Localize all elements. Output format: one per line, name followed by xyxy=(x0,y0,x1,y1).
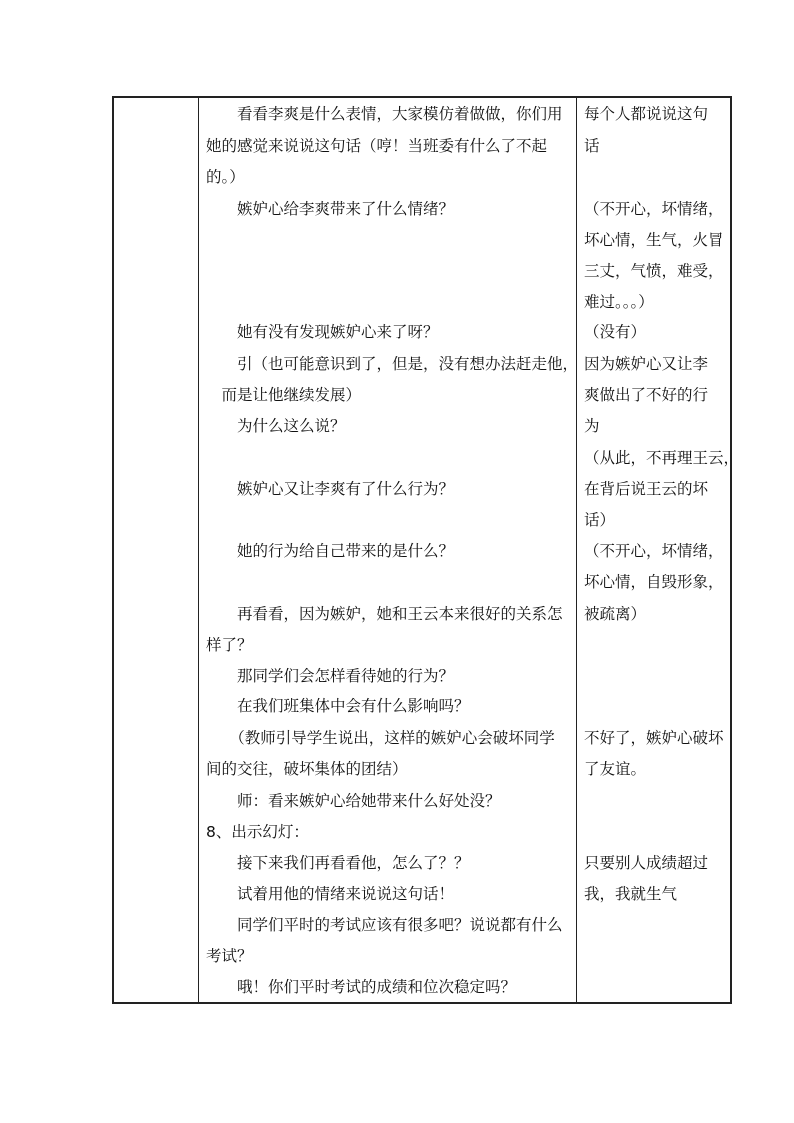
student-text-line: 话） xyxy=(584,511,616,529)
teacher-text-line: 为什么这么说？ xyxy=(206,417,346,435)
teacher-text-line: 她的感觉来说说这句话（哼！当班委有什么了不起 xyxy=(206,137,548,155)
teacher-text-line: 的。） xyxy=(206,168,245,186)
teacher-text-line: 嫉妒心给李爽带来了什么情绪？ xyxy=(206,200,455,218)
teacher-text-line: 样了？ xyxy=(206,636,253,654)
student-text-line: 坏心情，生气，火冒 xyxy=(584,231,724,249)
student-text-line: 难过。。。） xyxy=(584,293,654,311)
student-text-line: （不开心，坏情绪， xyxy=(584,200,724,218)
teacher-text-line: 师：看来嫉妒心给她带来什么好处没？ xyxy=(206,792,501,810)
column-divider-left xyxy=(198,98,199,1002)
teacher-text-line: 那同学们会怎样看待她的行为？ xyxy=(206,667,455,685)
teacher-text-line: 试着用他的情绪来说说这句话！ xyxy=(206,885,455,903)
student-text-line: 坏心情，自毁形象， xyxy=(584,573,724,591)
student-text-line: 只要别人成绩超过 xyxy=(584,854,709,872)
student-text-line: 为 xyxy=(584,417,600,435)
teacher-text-line: 间的交往，破坏集体的团结） xyxy=(206,760,408,778)
teacher-text-line: 在我们班集体中会有什么影响吗？ xyxy=(206,697,470,715)
student-text-line: 我，我就生气 xyxy=(584,885,678,903)
lesson-plan-table xyxy=(112,96,740,1004)
teacher-text-line: 引（也可能意识到了，但是，没有想办法赶走他， xyxy=(206,355,579,373)
student-text-line: 三丈，气愤，难受， xyxy=(584,262,724,280)
student-text-line: 因为嫉妒心又让李 xyxy=(584,355,709,373)
student-text-line: 被疏离） xyxy=(584,605,647,623)
teacher-text-line: 她有没有发现嫉妒心来了呀？ xyxy=(206,323,439,341)
student-text-line: 爽做出了不好的行 xyxy=(584,386,709,404)
student-text-line: （从此，不再理王云， xyxy=(584,449,740,467)
teacher-text-line: 嫉妒心又让李爽有了什么行为？ xyxy=(206,480,455,498)
teacher-text-line: 看看李爽是什么表情，大家模仿着做做，你们用 xyxy=(206,105,563,123)
student-text-line: 了友谊。 xyxy=(584,760,647,778)
teacher-text-line: 她的行为给自己带来的是什么？ xyxy=(206,542,455,560)
teacher-text-line: 8、出示幻灯： xyxy=(206,823,309,841)
student-text-line: 不好了，嫉妒心破坏 xyxy=(584,729,724,747)
student-text-line: 在背后说王云的坏 xyxy=(584,480,709,498)
teacher-text-line: 同学们平时的考试应该有很多吧？说说都有什么 xyxy=(206,916,563,934)
student-text-line: （没有） xyxy=(584,323,647,341)
teacher-text-line: （教师引导学生说出，这样的嫉妒心会破坏同学 xyxy=(206,729,555,747)
teacher-text-line: 接下来我们再看看他，怎么了？？ xyxy=(206,854,470,872)
student-text-line: 每个人都说说这句 xyxy=(584,105,709,123)
student-text-line: 话 xyxy=(584,137,600,155)
teacher-text-line: 而是让他继续发展） xyxy=(206,386,362,404)
student-text-line: （不开心，坏情绪， xyxy=(584,542,724,560)
column-divider-right xyxy=(576,98,577,1002)
teacher-text-line: 再看看，因为嫉妒，她和王云本来很好的关系怎 xyxy=(206,605,563,623)
teacher-text-line: 考试？ xyxy=(206,947,253,965)
teacher-text-line: 哦！你们平时考试的成绩和位次稳定吗？ xyxy=(206,978,517,996)
